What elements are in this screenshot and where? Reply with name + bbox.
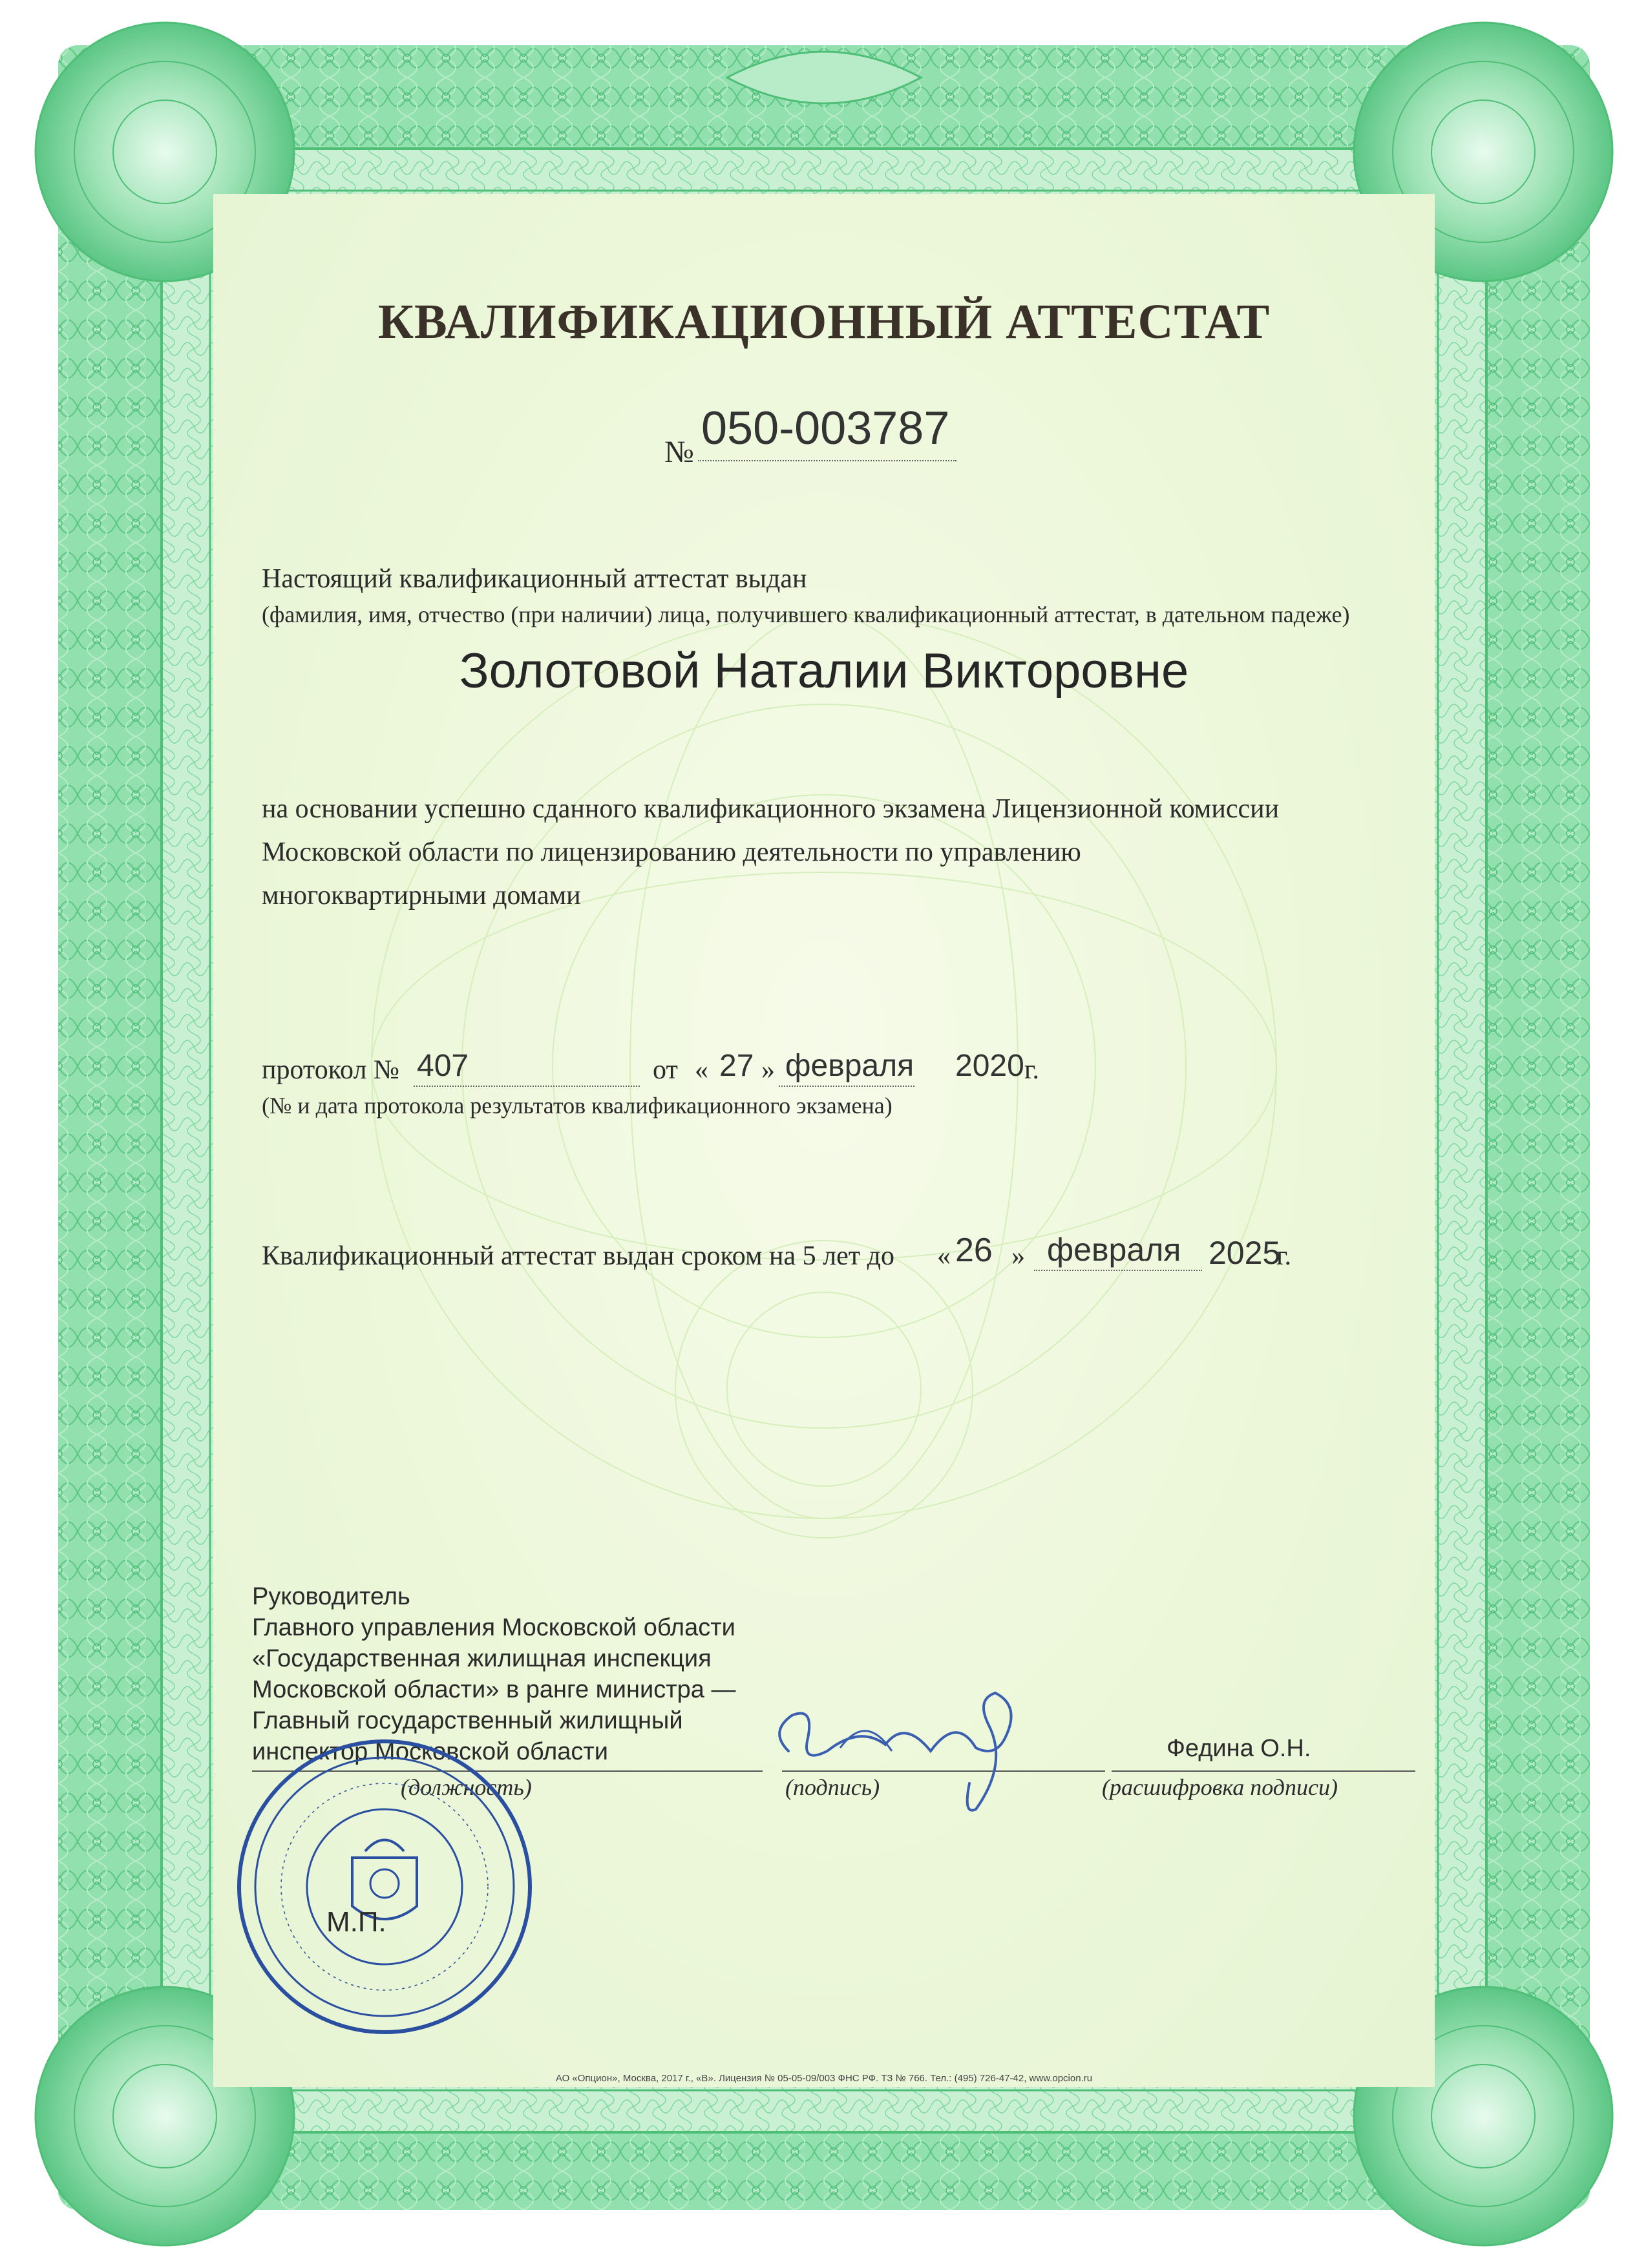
official-stamp-icon <box>229 1732 540 2042</box>
number-underline <box>698 460 956 461</box>
number-label: № <box>664 435 694 469</box>
validity-month: февраля <box>1047 1232 1181 1268</box>
validity-open-quote: « <box>937 1241 951 1271</box>
protocol-year-suffix: г. <box>1024 1055 1039 1085</box>
signatory-line-4: Московской области» в ранге министра — <box>252 1676 736 1703</box>
protocol-label: протокол № <box>262 1055 399 1085</box>
validity-day: 26 <box>955 1232 993 1269</box>
protocol-from-label: от <box>653 1055 678 1085</box>
protocol-number-underline <box>414 1086 640 1087</box>
certificate-title: КВАЛИФИКАЦИОННЫЙ АТТЕСТАТ <box>377 295 1271 349</box>
recipient-name: Золотовой Наталии Викторовне <box>459 644 1189 698</box>
signature-icon <box>763 1654 1073 1822</box>
basis-line-3: многоквартирными домами <box>262 881 581 910</box>
basis-line-2: Московской области по лицензированию деятельности по управлению <box>262 837 1081 867</box>
basis-line-1: на основании успешно сданного квалификационного экзамена Лицензионной комиссии <box>262 794 1280 824</box>
protocol-day: 27 <box>719 1049 754 1083</box>
signatory-line-6: инспектор Московской области <box>252 1738 609 1765</box>
protocol-month-underline <box>779 1086 914 1087</box>
position-hint: (должность) <box>401 1774 532 1800</box>
protocol-year: 2020 <box>955 1049 1024 1083</box>
name-underline <box>1112 1770 1415 1772</box>
signatory-line-1: Руководитель <box>252 1583 410 1610</box>
validity-close-quote: » <box>1011 1241 1025 1271</box>
validity-year: 2025 <box>1209 1235 1281 1271</box>
signatory-line-3: «Государственная жилищная инспекция <box>252 1645 712 1672</box>
protocol-number: 407 <box>417 1049 469 1083</box>
printer-footer: АО «Опцион», Москва, 2017 г., «В». Лицензия № 05-05-09/003 ФНС РФ. ТЗ № 766. Тел.: (495) 726-47-42, www.opcion.ru <box>555 2073 1093 2084</box>
protocol-month: февраля <box>785 1049 914 1083</box>
name-hint: (фамилия, имя, отчество (при наличии) лица, получившего квалификационный аттестат, в дательном падеже) <box>262 602 1350 627</box>
mp-label: М.П. <box>326 1906 386 1938</box>
signature-hint: (подпись) <box>785 1774 880 1800</box>
certificate-number: 050-003787 <box>701 403 950 454</box>
validity-month-underline <box>1034 1270 1202 1271</box>
validity-year-suffix: г. <box>1276 1241 1291 1271</box>
name-hint: (расшифровка подписи) <box>1102 1774 1338 1800</box>
signatory-line-2: Главного управления Московской области <box>252 1614 735 1641</box>
protocol-hint: (№ и дата протокола результатов квалификационного экзамена) <box>262 1093 893 1118</box>
issued-intro: Настоящий квалификационный аттестат выдан <box>262 564 807 594</box>
validity-text: Квалификационный аттестат выдан сроком на 5 лет до <box>262 1241 894 1271</box>
protocol-open-quote: « <box>695 1055 708 1085</box>
signatory-line-5: Главный государственный жилищный <box>252 1707 683 1734</box>
signatory-name: Федина О.Н. <box>1167 1735 1311 1762</box>
protocol-close-quote: » <box>761 1055 775 1085</box>
